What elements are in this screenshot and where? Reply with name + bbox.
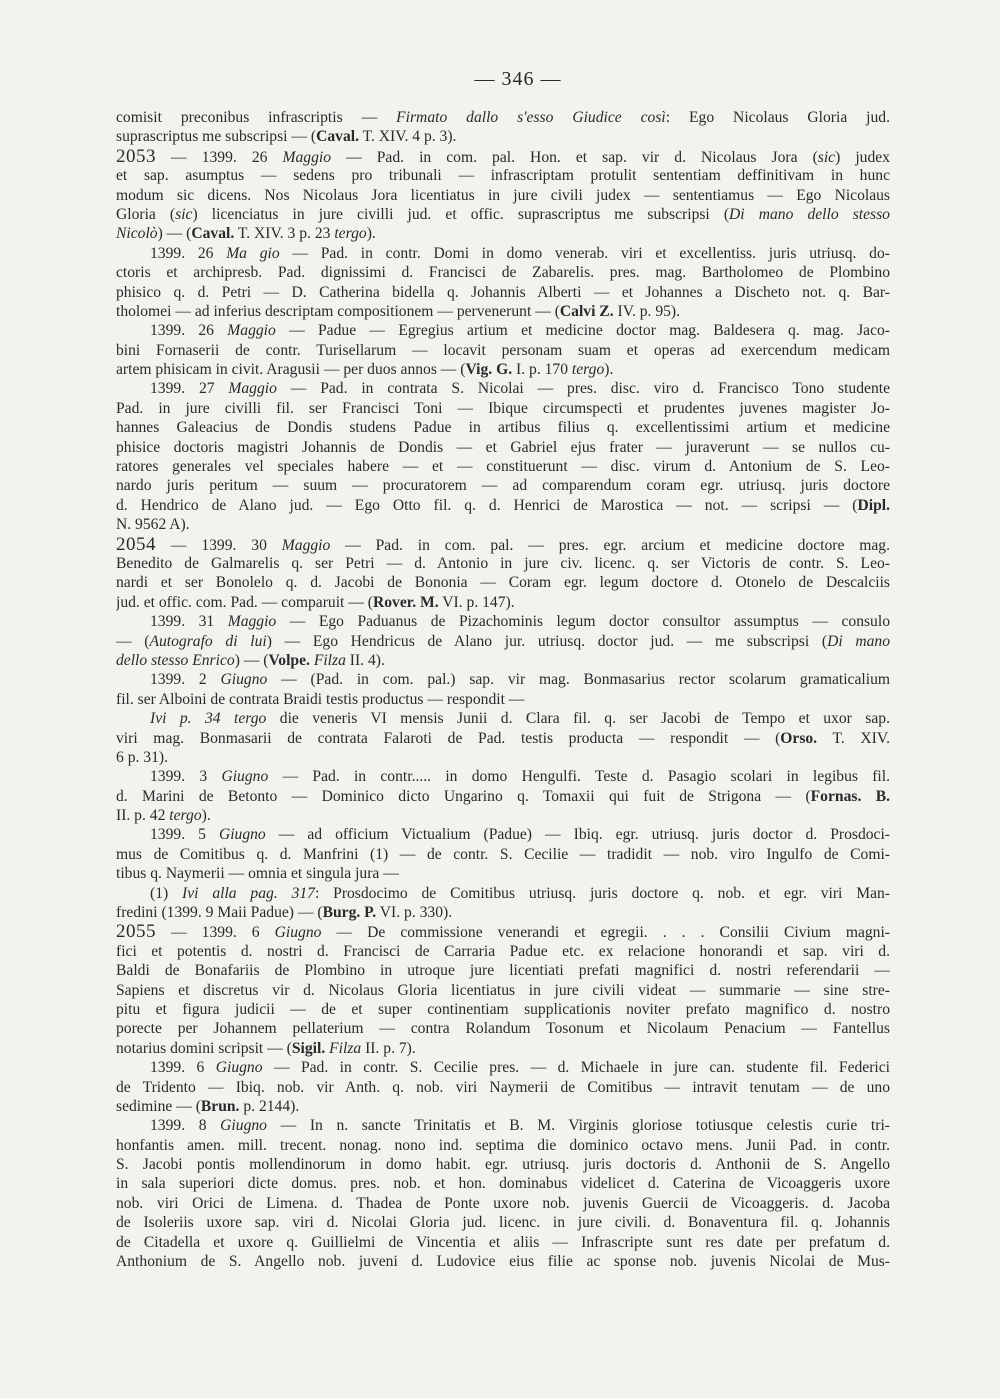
text-line: et sap. asumptus — sedens pro tribunali — infrascriptam protulit sententiam deffinitivam in hunc <box>116 167 890 185</box>
text-line: fil. ser Alboini de contrata Braidi testis productus — respondit — <box>116 690 525 708</box>
text-line: jud. et offic. com. Pad. — comparuit — (Rover. M. VI. p. 147). <box>116 593 515 611</box>
text-line: phisice doctoris magistri Johannis de Dondis — et Gabriel ejus frater — juraverunt — se nullos cu- <box>116 438 890 456</box>
text-line: porecte per Johannem pellaterium — contra Rolandum Tosonum et Nicolaum Penacium — Fantellus <box>116 1020 890 1038</box>
text-line: 1399. 3 Giugno — Pad. in contr..... in domo Hengulfi. Teste d. Pasagio scolari in legibus fil. <box>150 768 890 786</box>
text-line: sedimine — (Brun. p. 2144). <box>116 1097 300 1115</box>
text-line: tibus q. Naymerii — omnia et singula jura — <box>116 865 399 883</box>
text-line: Ivi p. 34 tergo die veneris VI mensis Junii d. Clara fil. q. ser Jacobi de Tempo et uxor sap. <box>150 710 890 728</box>
text-line: 1399. 26 Maggio — Padue — Egregius artium et medicine doctor mag. Baldesera q. mag. Jaco- <box>150 322 890 340</box>
text-line: hannes Galeacius de Dondis studens Padue in artibus filius q. excellentissimi artium et medicine <box>116 419 890 437</box>
text-line: in sala superiori dicte domus. pres. nob. et hon. dominabus videlicet d. Caterina de Vicoaggeris uxore <box>116 1175 890 1193</box>
text-line: Baldi de Bonafariis de Plombino in utroque jure licentiati prefati magnifici d. nostri referendarii — <box>116 962 890 980</box>
text-line: notarius domini scripsit — (Sigil. Filza II. p. 7). <box>116 1039 416 1057</box>
document-body <box>116 108 890 1271</box>
text-line: (1) Ivi alla pag. 317: Prosdocimo de Comitibus utriusq. juris doctore q. nob. et egr. viri Man- <box>150 884 890 902</box>
text-line: 1399. 26 Ma gio — Pad. in contr. Domi in domo venerab. viri et excellentiss. juris utriusq. do- <box>150 244 890 262</box>
text-line: 2055 — 1399. 6 Giugno — De commissione venerandi et egregii. . . . Consilii Civium magni- <box>116 922 890 942</box>
text-line: fici et potentis d. nostri d. Francisci de Carraria Padue etc. ex relacione honorandi et sap. viri d. <box>116 942 890 960</box>
text-line: 6 p. 31). <box>116 748 168 766</box>
text-line: de Isoleriis uxore sap. viri d. Nicolai Gloria jud. licenc. in jure civili. d. Bonaventura fil. q. Johannis <box>116 1214 890 1232</box>
text-line: 1399. 8 Giugno — In n. sancte Trinitatis et B. M. Virginis gloriose totiusque celestis curie tri- <box>150 1117 890 1135</box>
text-line: 1399. 6 Giugno — Pad. in contr. S. Cecilie pres. — d. Michaele in jure can. studente fil. Federici <box>150 1059 890 1077</box>
text-line: 1399. 2 Giugno — (Pad. in com. pal.) sap. vir mag. Bonmasarius rector scolarum gramaticalium <box>150 671 890 689</box>
text-line: bini Fornaserii de contr. Turisellarum — locavit personam suam et operas ad exercendum medicam <box>116 341 890 359</box>
text-line: 1399. 27 Maggio — Pad. in contrata S. Nicolai — pres. disc. viro d. Francisco Tono studente <box>150 380 890 398</box>
text-line: 1399. 31 Maggio — Ego Paduanus de Pizachominis legum doctor consultor assumptus — consulo <box>150 613 890 631</box>
text-line: Gloria (sic) licenciatus in jure civilli jud. et offic. suprascriptus me subscripsi (Di mano dello stesso <box>116 205 890 223</box>
text-line: S. Jacobi pontis mollendinorum in domo habit. egr. utriusq. juris doctoris d. Anthonii de S. Angello <box>116 1156 890 1174</box>
text-line: viri mag. Bonmasarii de contrata Falaroti de Pad. testis producta — respondit — (Orso. T. XIV. <box>116 729 890 747</box>
text-line: 2053 — 1399. 26 Maggio — Pad. in com. pal. Hon. et sap. vir d. Nicolaus Jora (sic) judex <box>116 146 890 167</box>
text-line: 2054 — 1399. 30 Maggio — Pad. in com. pal. — pres. egr. arcium et medicine doctore mag. <box>116 534 890 554</box>
text-line: mus de Comitibus q. d. Manfrini (1) — de contr. S. Cecilie — tradidit — nob. viro Ingulfo de Comi- <box>116 845 890 863</box>
text-line: dello stesso Enrico) — (Volpe. Filza II. 4). <box>116 651 385 669</box>
text-line: suprascriptus me subscripsi — (Caval. T. XIV. 4 p. 3). <box>116 128 457 146</box>
text-line: tholomei — ad inferius descriptam compositionem — pervenerunt — (Calvi Z. IV. p. 95). <box>116 302 681 320</box>
text-line: — (Autografo di lui) — Ego Hendricus de Alano jur. utriusq. doctor jud. — me subscripsi (Di mano <box>116 632 890 650</box>
text-line: artem phisicam in civit. Aragusii — per duos annos — (Vig. G. I. p. 170 tergo). <box>116 361 614 379</box>
text-line: nardo juris peritum — suum — procuratorem — ad comparendum coram egr. utriusq. juris doctore <box>116 477 890 495</box>
text-line: d. Marini de Betonto — Dominico dicto Ungarino q. Tomaxii qui fuit de Strigona — (Fornas. B. <box>116 787 890 805</box>
text-line: 1399. 5 Giugno — ad officium Victualium (Padue) — Ibiq. egr. utriusq. juris doctor d. Prosdoci- <box>150 826 890 844</box>
text-line: ratores generales vel speciales habere — et — constituerunt — disc. virum d. Antonium de S. Leo- <box>116 458 890 476</box>
text-line: honfantis amen. mill. trecent. nonag. nono ind. septima die dominico octavo mens. Junii Pad. in contr. <box>116 1136 890 1154</box>
text-line: II. p. 42 tergo). <box>116 807 211 825</box>
text-line: pitu et figura judicii — de et super continentiam supplicationis noviter prefato magnifico d. nostro <box>116 1000 890 1018</box>
text-line: fredini (1399. 9 Maii Padue) — (Burg. P. VI. p. 330). <box>116 904 453 922</box>
text-line: de Citadella et uxore q. Guillielmi de Vincentia et aliis — Infrascripte sunt res date per prefatum d. <box>116 1233 890 1251</box>
text-line: nob. viri Orici de Limena. d. Thadea de Ponte uxore nob. juvenis Guercii de Vicoaggeris. d. Jacoba <box>116 1194 890 1212</box>
page-number: — 346 — <box>474 68 562 90</box>
text-line: nardi et ser Bonolelo q. d. Jacobi de Bononia — Coram egr. legum doctore d. Otonelo de Descalciis <box>116 574 890 592</box>
text-line: Sapiens et discretus vir d. Nicolaus Gloria licentiatus in jure civili videat — summarie — sine stre- <box>116 981 890 999</box>
text-line: ctoris et archipresb. Pad. dignissimi d. Francisci de Zabarelis. pres. mag. Bartholomeo de Plombino <box>116 264 890 282</box>
text-line: comisit preconibus infrascriptis — Firmato dallo s'esso Giudice così: Ego Nicolaus Gloria jud. <box>116 109 890 126</box>
text-line: d. Hendrico de Alano jud. — Ego Otto fil. q. d. Henrici de Marostica — not. — scripsi — (Dipl. <box>116 496 890 514</box>
text-line: N. 9562 A). <box>116 516 190 534</box>
text-line: modum sic dicens. Nos Nicolaus Jora licentiatus in jure civili judex — sententiamus — Ego Nicolaus <box>116 186 890 204</box>
text-line: Pad. in jure civilli fil. ser Francisci Toni — Ibique circumspecti et prudentes juvenes magister Jo- <box>116 399 890 417</box>
text-line: phisico q. d. Petri — D. Catherina bidella q. Johannis Alberti — et Johannes a Discheto not. q. Bar- <box>116 283 890 301</box>
text-line: Nicolò) — (Caval. T. XIV. 3 p. 23 tergo). <box>116 225 376 243</box>
text-line: Benedito de Galmarelis q. ser Petri — d. Antonio in jure civ. licenc. q. ser Victoris de contr. S. Leo- <box>116 554 890 572</box>
text-line: Anthonium de S. Angello nob. juveni d. Ludovice eius filie ac sponse nob. juvenis Nicolai de Mus- <box>116 1253 890 1271</box>
text-line: de Tridento — Ibiq. nob. vir Anth. q. nob. viri Naymerii de Comitibus — intravit tenutam — de uno <box>116 1078 890 1096</box>
